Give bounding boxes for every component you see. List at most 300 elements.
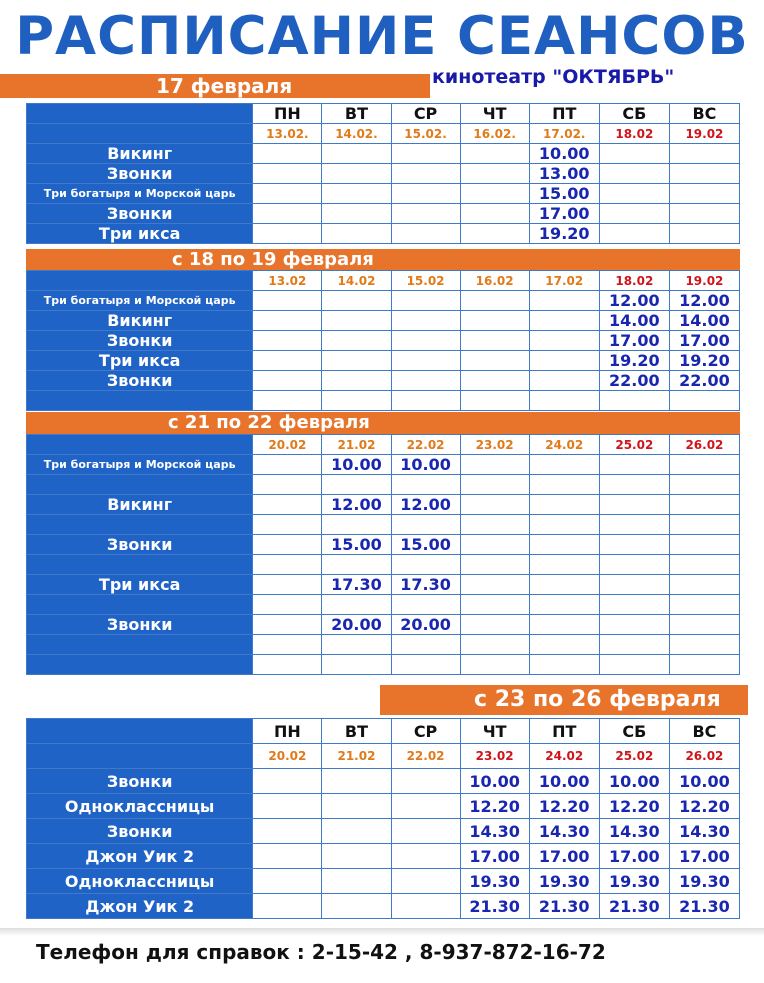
table-row	[27, 144, 740, 164]
showtime-cell: 17.30	[322, 575, 391, 595]
table-row	[27, 819, 740, 844]
showtime-cell: 12.20	[669, 794, 739, 819]
table-row	[27, 555, 740, 575]
section-3-heading: с 21 по 22 февраля	[168, 412, 370, 433]
showtime-cell	[460, 635, 529, 655]
showtime-cell	[529, 371, 599, 391]
date-cell: 15.02	[391, 271, 460, 291]
table-row	[27, 769, 740, 794]
dates-row	[27, 435, 740, 455]
showtime-cell	[529, 475, 599, 495]
showtime-cell	[253, 311, 322, 331]
showtime-cell	[391, 371, 460, 391]
showtime-cell	[599, 535, 669, 555]
showtime-cell	[391, 894, 460, 919]
scroll-shadow	[0, 928, 764, 936]
movie-title	[27, 635, 253, 655]
section-4-band	[380, 685, 748, 715]
showtime-cell	[322, 655, 391, 675]
showtime-cell	[391, 555, 460, 575]
showtime-cell	[460, 575, 529, 595]
showtime-cell: 17.00	[669, 331, 739, 351]
showtime-cell	[322, 391, 391, 411]
showtime-cell	[253, 844, 322, 869]
table-row	[27, 455, 740, 475]
showtime-cell	[253, 184, 322, 204]
showtime-cell	[253, 224, 322, 244]
table-row	[27, 794, 740, 819]
showtime-cell	[322, 144, 391, 164]
showtime-cell: 15.00	[391, 535, 460, 555]
movie-title	[27, 391, 253, 411]
showtime-cell: 17.00	[599, 844, 669, 869]
showtime-cell	[391, 331, 460, 351]
showtime-cell: 13.00	[529, 164, 599, 184]
date-cell: 17.02.	[529, 124, 599, 144]
showtime-cell	[253, 595, 322, 615]
showtime-cell	[253, 635, 322, 655]
showtime-cell	[322, 351, 391, 371]
showtime-cell	[253, 455, 322, 475]
movie-title: Звонки	[27, 819, 253, 844]
showtime-cell	[322, 311, 391, 331]
showtime-cell	[253, 555, 322, 575]
showtime-cell	[253, 164, 322, 184]
showtime-cell: 17.00	[529, 844, 599, 869]
showtime-cell	[529, 635, 599, 655]
section-4-heading: с 23 по 26 февраля	[474, 687, 721, 712]
date-cell: 21.02	[322, 435, 391, 455]
showtime-cell	[669, 575, 739, 595]
table-row	[27, 635, 740, 655]
row-header-cell	[27, 435, 253, 455]
showtime-cell	[391, 769, 460, 794]
showtime-cell: 19.20	[529, 224, 599, 244]
showtime-cell	[391, 655, 460, 675]
row-header-cell	[27, 104, 253, 124]
date-cell: 16.02.	[460, 124, 529, 144]
schedule-table-3	[26, 434, 740, 675]
days-row	[27, 104, 740, 124]
showtime-cell	[322, 184, 391, 204]
showtime-cell: 10.00	[599, 769, 669, 794]
showtime-cell	[599, 224, 669, 244]
showtime-cell	[669, 515, 739, 535]
day-header: СБ	[599, 104, 669, 124]
table-row	[27, 495, 740, 515]
showtime-cell: 19.20	[599, 351, 669, 371]
showtime-cell	[669, 615, 739, 635]
table-row	[27, 204, 740, 224]
day-header: ПН	[253, 719, 322, 744]
movie-title: Звонки	[27, 769, 253, 794]
table-row	[27, 595, 740, 615]
showtime-cell: 21.30	[460, 894, 529, 919]
showtime-cell	[322, 204, 391, 224]
showtime-cell	[322, 475, 391, 495]
movie-title	[27, 515, 253, 535]
showtime-cell	[529, 575, 599, 595]
showtime-cell: 12.00	[669, 291, 739, 311]
showtime-cell: 14.30	[529, 819, 599, 844]
table-row	[27, 615, 740, 635]
showtime-cell	[391, 819, 460, 844]
showtime-cell	[529, 615, 599, 635]
showtime-cell: 10.00	[460, 769, 529, 794]
day-header: ВТ	[322, 104, 391, 124]
showtime-cell	[460, 184, 529, 204]
day-header: СР	[391, 719, 460, 744]
showtime-cell	[599, 184, 669, 204]
showtime-cell: 14.00	[669, 311, 739, 331]
date-cell: 23.02	[460, 435, 529, 455]
showtime-cell	[460, 515, 529, 535]
date-cell: 20.02	[253, 435, 322, 455]
movie-title: Три богатыря и Морской царь	[27, 184, 253, 204]
table-row	[27, 184, 740, 204]
showtime-cell: 14.30	[460, 819, 529, 844]
showtime-cell	[253, 331, 322, 351]
showtime-cell: 10.00	[529, 769, 599, 794]
date-cell: 14.02.	[322, 124, 391, 144]
section-1-band	[0, 74, 430, 98]
section-2-heading: с 18 по 19 февраля	[172, 249, 374, 270]
showtime-cell: 22.00	[599, 371, 669, 391]
date-cell: 18.02	[599, 124, 669, 144]
showtime-cell	[669, 164, 739, 184]
showtime-cell	[391, 794, 460, 819]
schedule-table-1	[26, 103, 740, 244]
showtime-cell: 19.30	[599, 869, 669, 894]
table-row	[27, 291, 740, 311]
showtime-cell	[253, 371, 322, 391]
showtime-cell: 20.00	[391, 615, 460, 635]
cinema-name: кинотеатр "ОКТЯБРЬ"	[432, 66, 675, 88]
showtime-cell: 21.30	[669, 894, 739, 919]
showtime-cell: 17.00	[460, 844, 529, 869]
showtime-cell	[391, 184, 460, 204]
showtime-cell	[322, 164, 391, 184]
day-header: ПТ	[529, 104, 599, 124]
movie-title: Викинг	[27, 311, 253, 331]
showtime-cell	[253, 794, 322, 819]
table-row	[27, 391, 740, 411]
showtime-cell	[253, 475, 322, 495]
footer-phone: Телефон для справок : 2-15-42 , 8-937-872-16-72	[36, 940, 606, 964]
showtime-cell	[391, 391, 460, 411]
showtime-cell	[253, 391, 322, 411]
showtime-cell	[322, 869, 391, 894]
showtime-cell	[669, 635, 739, 655]
showtime-cell: 10.00	[669, 769, 739, 794]
showtime-cell: 20.00	[322, 615, 391, 635]
showtime-cell	[529, 311, 599, 331]
showtime-cell	[322, 371, 391, 391]
showtime-cell	[460, 535, 529, 555]
table-row	[27, 311, 740, 331]
showtime-cell: 15.00	[322, 535, 391, 555]
showtime-cell	[322, 595, 391, 615]
movie-title: Звонки	[27, 164, 253, 184]
dates-row	[27, 124, 740, 144]
showtime-cell	[669, 184, 739, 204]
showtime-cell	[253, 575, 322, 595]
showtime-cell	[391, 595, 460, 615]
movie-title: Три икса	[27, 224, 253, 244]
showtime-cell	[599, 555, 669, 575]
showtime-cell	[322, 844, 391, 869]
showtime-cell	[253, 894, 322, 919]
section-3-band	[26, 412, 740, 434]
showtime-cell	[391, 515, 460, 535]
showtime-cell	[322, 224, 391, 244]
showtime-cell: 10.00	[322, 455, 391, 475]
movie-title: Викинг	[27, 144, 253, 164]
date-cell: 15.02.	[391, 124, 460, 144]
showtime-cell	[391, 224, 460, 244]
showtime-cell	[460, 555, 529, 575]
showtime-cell	[599, 575, 669, 595]
showtime-cell: 14.30	[599, 819, 669, 844]
day-header: ЧТ	[460, 104, 529, 124]
table-row	[27, 351, 740, 371]
date-cell: 23.02	[460, 744, 529, 769]
showtime-cell: 10.00	[391, 455, 460, 475]
showtime-cell: 12.00	[322, 495, 391, 515]
showtime-cell	[460, 475, 529, 495]
showtime-cell	[599, 391, 669, 411]
table-row	[27, 515, 740, 535]
movie-title: Викинг	[27, 495, 253, 515]
showtime-cell	[529, 351, 599, 371]
showtime-cell	[460, 495, 529, 515]
showtime-cell	[460, 311, 529, 331]
day-header: ПН	[253, 104, 322, 124]
showtime-cell	[669, 475, 739, 495]
showtime-cell	[460, 204, 529, 224]
showtime-cell	[322, 794, 391, 819]
days-row	[27, 719, 740, 744]
date-cell: 24.02	[529, 744, 599, 769]
showtime-cell	[322, 819, 391, 844]
movie-title: Звонки	[27, 331, 253, 351]
movie-title	[27, 555, 253, 575]
date-cell: 22.02	[391, 744, 460, 769]
date-cell: 18.02	[599, 271, 669, 291]
table-row	[27, 535, 740, 555]
showtime-cell	[253, 351, 322, 371]
date-cell: 25.02	[599, 744, 669, 769]
showtime-cell	[391, 311, 460, 331]
table-row	[27, 655, 740, 675]
table-row	[27, 371, 740, 391]
showtime-cell	[599, 595, 669, 615]
movie-title: Одноклассницы	[27, 794, 253, 819]
showtime-cell	[460, 224, 529, 244]
movie-title	[27, 475, 253, 495]
showtime-cell	[253, 655, 322, 675]
showtime-cell	[669, 391, 739, 411]
table-row	[27, 869, 740, 894]
showtime-cell	[669, 455, 739, 475]
showtime-cell	[669, 655, 739, 675]
showtime-cell	[529, 291, 599, 311]
dates-row	[27, 744, 740, 769]
table-row	[27, 894, 740, 919]
showtime-cell	[669, 535, 739, 555]
date-cell: 19.02	[669, 124, 739, 144]
table-row	[27, 331, 740, 351]
date-cell: 26.02	[669, 744, 739, 769]
showtime-cell: 12.00	[391, 495, 460, 515]
showtime-cell: 21.30	[599, 894, 669, 919]
schedule-table-4	[26, 718, 740, 919]
showtime-cell	[460, 595, 529, 615]
row-header-cell	[27, 744, 253, 769]
showtime-cell	[669, 144, 739, 164]
showtime-cell: 15.00	[529, 184, 599, 204]
showtime-cell	[391, 291, 460, 311]
showtime-cell	[322, 555, 391, 575]
showtime-cell	[460, 655, 529, 675]
showtime-cell	[253, 291, 322, 311]
showtime-cell	[253, 769, 322, 794]
movie-title: Три икса	[27, 575, 253, 595]
showtime-cell: 19.30	[669, 869, 739, 894]
movie-title	[27, 595, 253, 615]
date-cell: 14.02	[322, 271, 391, 291]
date-cell: 16.02	[460, 271, 529, 291]
showtime-cell	[529, 655, 599, 675]
schedule-table-2	[26, 270, 740, 411]
row-header-cell	[27, 271, 253, 291]
showtime-cell: 12.20	[529, 794, 599, 819]
showtime-cell	[322, 769, 391, 794]
movie-title: Звонки	[27, 371, 253, 391]
table-row	[27, 475, 740, 495]
showtime-cell	[253, 144, 322, 164]
date-cell: 17.02	[529, 271, 599, 291]
day-header: ВТ	[322, 719, 391, 744]
showtime-cell	[460, 455, 529, 475]
showtime-cell: 19.30	[529, 869, 599, 894]
movie-title: Три богатыря и Морской царь	[27, 455, 253, 475]
showtime-cell	[391, 351, 460, 371]
showtime-cell	[460, 164, 529, 184]
showtime-cell	[599, 655, 669, 675]
showtime-cell	[391, 869, 460, 894]
showtime-cell	[253, 535, 322, 555]
showtime-cell	[253, 204, 322, 224]
showtime-cell	[460, 144, 529, 164]
date-cell: 24.02	[529, 435, 599, 455]
showtime-cell	[599, 204, 669, 224]
showtime-cell: 19.30	[460, 869, 529, 894]
showtime-cell	[669, 224, 739, 244]
showtime-cell	[529, 455, 599, 475]
showtime-cell: 17.30	[391, 575, 460, 595]
showtime-cell	[669, 204, 739, 224]
date-cell: 19.02	[669, 271, 739, 291]
showtime-cell	[529, 515, 599, 535]
movie-title: Три икса	[27, 351, 253, 371]
dates-row	[27, 271, 740, 291]
showtime-cell	[529, 595, 599, 615]
showtime-cell: 17.00	[529, 204, 599, 224]
showtime-cell	[669, 595, 739, 615]
movie-title: Звонки	[27, 535, 253, 555]
table-row	[27, 575, 740, 595]
date-cell: 21.02	[322, 744, 391, 769]
showtime-cell	[253, 819, 322, 844]
showtime-cell	[599, 455, 669, 475]
showtime-cell: 22.00	[669, 371, 739, 391]
showtime-cell	[322, 515, 391, 535]
showtime-cell	[460, 331, 529, 351]
showtime-cell: 14.00	[599, 311, 669, 331]
showtime-cell	[391, 204, 460, 224]
date-cell: 20.02	[253, 744, 322, 769]
showtime-cell	[529, 535, 599, 555]
showtime-cell	[599, 164, 669, 184]
showtime-cell: 14.30	[669, 819, 739, 844]
showtime-cell	[529, 555, 599, 575]
showtime-cell: 10.00	[529, 144, 599, 164]
showtime-cell	[460, 615, 529, 635]
showtime-cell	[253, 495, 322, 515]
showtime-cell	[599, 144, 669, 164]
showtime-cell	[391, 844, 460, 869]
showtime-cell	[253, 615, 322, 635]
showtime-cell	[322, 331, 391, 351]
showtime-cell	[391, 635, 460, 655]
showtime-cell	[460, 351, 529, 371]
showtime-cell	[391, 164, 460, 184]
day-header: СБ	[599, 719, 669, 744]
day-header: ВС	[669, 719, 739, 744]
table-row	[27, 844, 740, 869]
showtime-cell	[599, 475, 669, 495]
showtime-cell: 17.00	[669, 844, 739, 869]
movie-title: Одноклассницы	[27, 869, 253, 894]
showtime-cell	[529, 495, 599, 515]
showtime-cell: 12.20	[599, 794, 669, 819]
showtime-cell	[460, 391, 529, 411]
movie-title: Звонки	[27, 615, 253, 635]
day-header: СР	[391, 104, 460, 124]
row-header-cell	[27, 124, 253, 144]
showtime-cell	[599, 515, 669, 535]
date-cell: 22.02	[391, 435, 460, 455]
showtime-cell	[599, 615, 669, 635]
showtime-cell	[669, 555, 739, 575]
showtime-cell	[322, 291, 391, 311]
page-title: РАСПИСАНИЕ СЕАНСОВ	[15, 6, 749, 67]
day-header: ВС	[669, 104, 739, 124]
movie-title	[27, 655, 253, 675]
showtime-cell: 12.00	[599, 291, 669, 311]
section-1-heading: 17 февраля	[156, 74, 293, 98]
movie-title: Джон Уик 2	[27, 844, 253, 869]
section-2-band	[26, 249, 740, 271]
showtime-cell	[322, 635, 391, 655]
day-header: ПТ	[529, 719, 599, 744]
showtime-cell	[599, 635, 669, 655]
date-cell: 25.02	[599, 435, 669, 455]
showtime-cell	[322, 894, 391, 919]
showtime-cell	[460, 371, 529, 391]
showtime-cell	[529, 391, 599, 411]
